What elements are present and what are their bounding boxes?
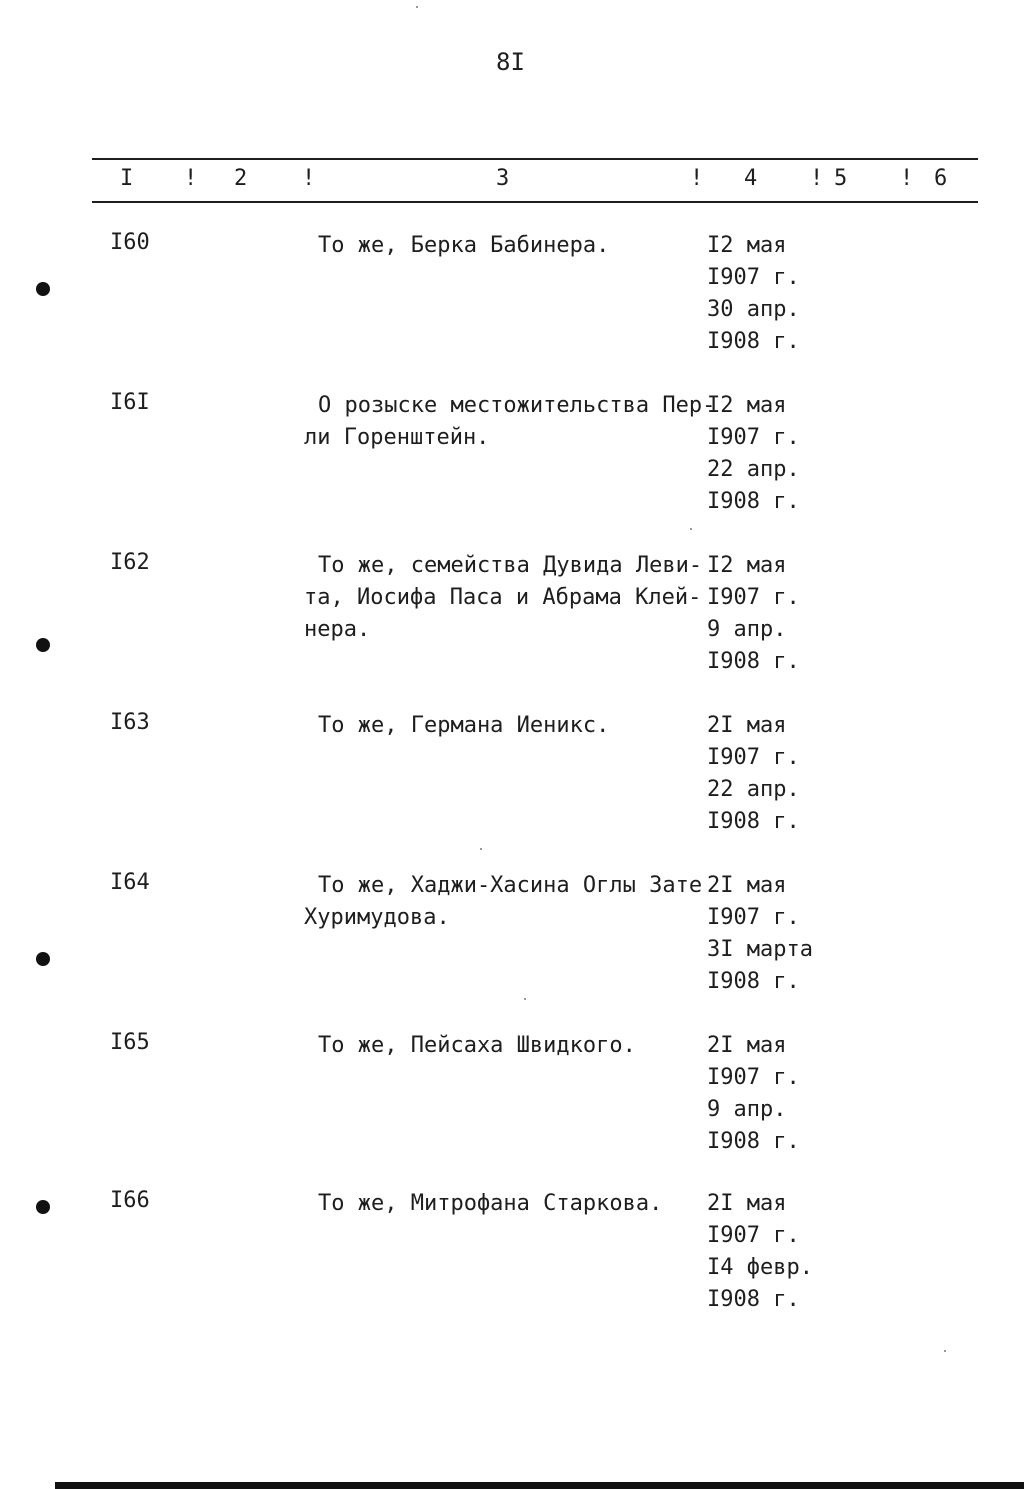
record-date-line: I908 г. xyxy=(707,329,800,354)
record-number: I63 xyxy=(110,710,150,735)
record-date-line: 9 апр. xyxy=(707,617,787,642)
record-date-line: I2 мая xyxy=(707,233,787,258)
record-description-line: Хуримудова. xyxy=(304,905,450,930)
record-description-line: То же, Митрофана Старкова. xyxy=(318,1191,663,1216)
table-header-top-rule xyxy=(92,158,978,160)
record-date-line: I907 г. xyxy=(707,265,800,290)
record-date-line: I908 г. xyxy=(707,489,800,514)
punch-hole-mark xyxy=(36,1200,50,1214)
record-date-line: I907 г. xyxy=(707,905,800,930)
record-row xyxy=(0,550,1024,700)
record-date-line: 2I мая xyxy=(707,1033,787,1058)
punch-hole-mark xyxy=(36,952,50,966)
record-description-line: ли Горенштейн. xyxy=(304,425,490,450)
header-separator: ! xyxy=(900,166,914,191)
table-header-bottom-rule xyxy=(92,201,978,203)
record-date-line: I907 г. xyxy=(707,745,800,770)
record-date-line: I907 г. xyxy=(707,1223,800,1248)
scan-speck xyxy=(524,998,526,1000)
punch-hole-mark xyxy=(36,282,50,296)
record-description xyxy=(304,870,702,934)
page-number: 8I xyxy=(496,48,525,76)
record-date-line: 22 апр. xyxy=(707,457,800,482)
record-date-line: 9 апр. xyxy=(707,1097,787,1122)
record-dates xyxy=(707,550,800,678)
scan-speck xyxy=(944,1350,946,1352)
header-separator: ! xyxy=(302,166,316,191)
header-col-1: I xyxy=(120,166,134,191)
header-col-3: 3 xyxy=(496,166,510,191)
record-date-line: I4 февр. xyxy=(707,1255,813,1280)
record-date-line: 30 апр. xyxy=(707,297,800,322)
record-number: I65 xyxy=(110,1030,150,1055)
record-description-line: То же, Пейсаха Швидкого. xyxy=(318,1033,636,1058)
record-number: I60 xyxy=(110,230,150,255)
record-description xyxy=(304,710,609,742)
record-description-line: та, Иосифа Паса и Абрама Клей- xyxy=(304,585,702,610)
record-date-line: I907 г. xyxy=(707,585,800,610)
record-date-line: I2 мая xyxy=(707,393,787,418)
record-description xyxy=(304,1188,662,1220)
header-separator: ! xyxy=(810,166,824,191)
record-row xyxy=(0,1188,1024,1338)
record-description xyxy=(304,550,702,646)
record-dates xyxy=(707,870,813,998)
record-number: I64 xyxy=(110,870,150,895)
record-row xyxy=(0,710,1024,860)
scan-edge-line xyxy=(55,1482,1024,1489)
record-dates xyxy=(707,390,800,518)
record-row xyxy=(0,390,1024,540)
record-number: I62 xyxy=(110,550,150,575)
record-dates xyxy=(707,230,800,358)
record-description-line: То же, Германа Иеникс. xyxy=(318,713,610,738)
record-number: I66 xyxy=(110,1188,150,1213)
record-description-line: О розыске местожительства Пер- xyxy=(318,393,716,418)
record-date-line: I908 г. xyxy=(707,649,800,674)
header-col-2: 2 xyxy=(234,166,248,191)
record-date-line: I907 г. xyxy=(707,1065,800,1090)
punch-hole-mark xyxy=(36,638,50,652)
record-date-line: 22 апр. xyxy=(707,777,800,802)
record-row xyxy=(0,230,1024,380)
record-date-line: I908 г. xyxy=(707,1129,800,1154)
record-date-line: I907 г. xyxy=(707,425,800,450)
record-row xyxy=(0,870,1024,1020)
scan-speck xyxy=(480,848,482,850)
record-dates xyxy=(707,1188,813,1316)
record-description xyxy=(304,230,609,262)
record-date-line: 2I мая xyxy=(707,1191,787,1216)
record-date-line: 2I мая xyxy=(707,713,787,738)
record-dates xyxy=(707,710,800,838)
scan-speck xyxy=(416,6,418,8)
record-date-line: I908 г. xyxy=(707,969,800,994)
record-description-line: То же, Берка Бабинера. xyxy=(318,233,610,258)
record-description xyxy=(304,1030,636,1062)
header-col-5: 5 xyxy=(834,166,848,191)
record-date-line: I908 г. xyxy=(707,1287,800,1312)
header-col-6: 6 xyxy=(934,166,948,191)
header-separator: ! xyxy=(184,166,198,191)
record-description xyxy=(304,390,715,454)
record-dates xyxy=(707,1030,800,1158)
scan-speck xyxy=(690,528,692,530)
record-date-line: I2 мая xyxy=(707,553,787,578)
record-description-line: нера. xyxy=(304,617,371,642)
record-date-line: 2I мая xyxy=(707,873,787,898)
header-col-4: 4 xyxy=(744,166,758,191)
record-date-line: I908 г. xyxy=(707,809,800,834)
record-description-line: То же, семейства Дувида Леви- xyxy=(318,553,703,578)
record-row xyxy=(0,1030,1024,1180)
record-description-line: То же, Хаджи-Хасина Оглы Зате xyxy=(318,873,703,898)
record-number: I6I xyxy=(110,390,150,415)
header-separator: ! xyxy=(690,166,704,191)
record-date-line: 3I марта xyxy=(707,937,813,962)
